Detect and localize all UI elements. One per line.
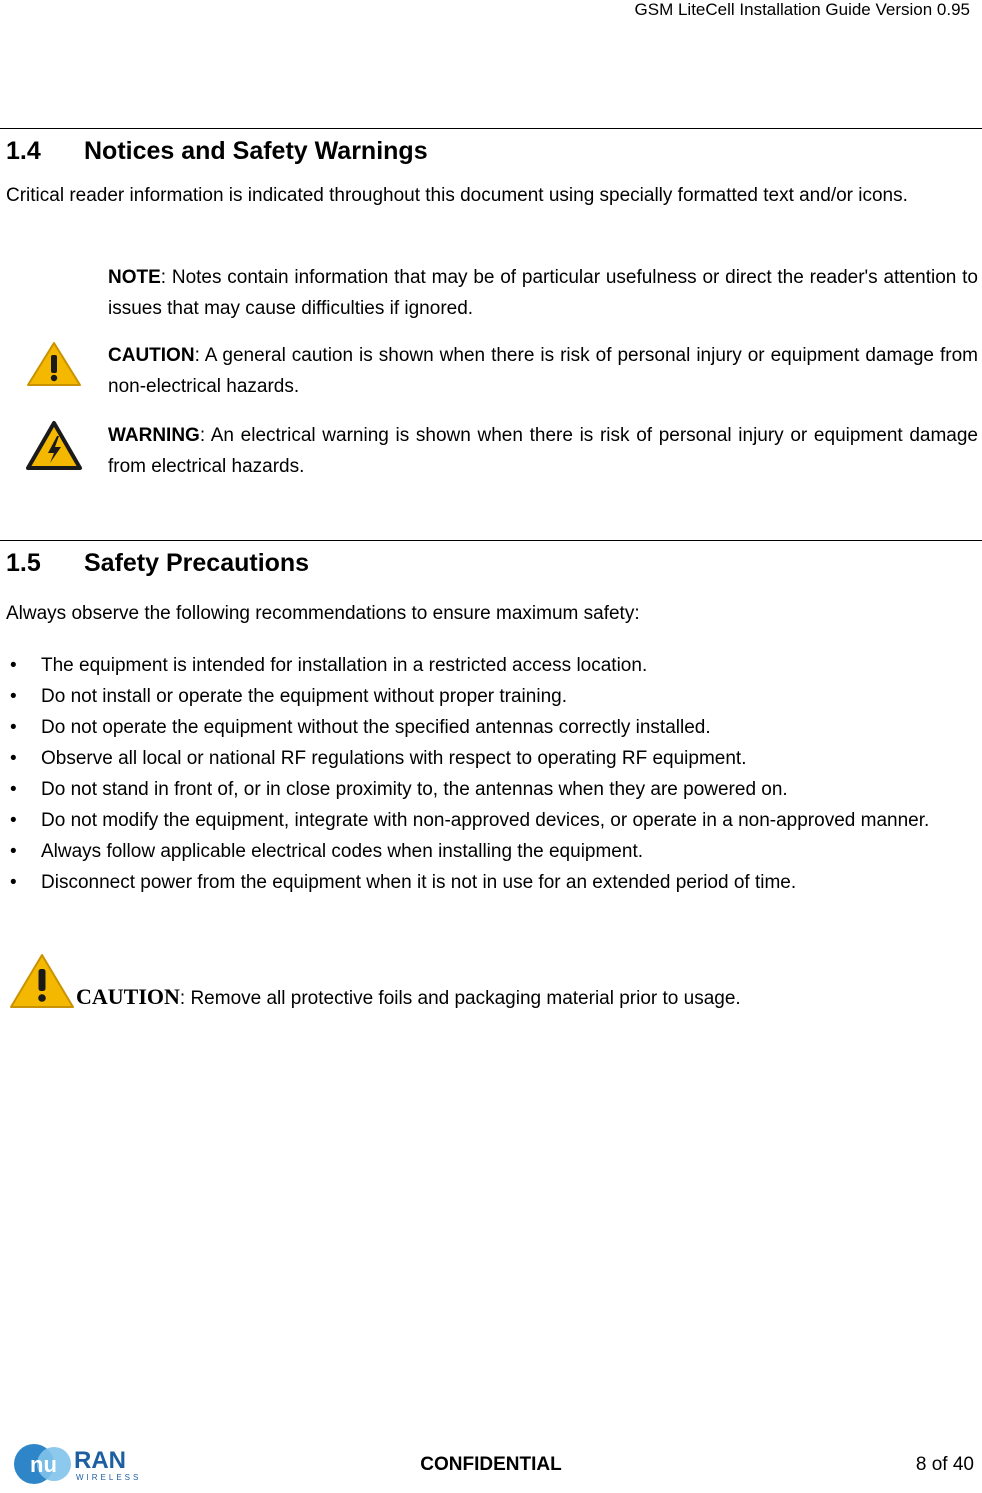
bullet-icon: • (10, 717, 17, 738)
note-icon-spacer (0, 262, 108, 324)
bullet-icon: • (10, 748, 17, 769)
list-item: • Observe all local or national RF regulations with respect to operating RF equipment. (0, 743, 982, 774)
list-item: • Disconnect power from the equipment when it is not in use for an extended period of time. (0, 867, 982, 898)
final-caution-text: : Remove all protective foils and packaging material prior to usage. (179, 988, 741, 1009)
warning-notice (0, 420, 982, 482)
note-text: NOTE: Notes contain information that may be of particular usefulness or direct the reader's attention to issues that may cause difficulties if ignored. (108, 267, 978, 319)
warning-label: WARNING (108, 425, 200, 446)
svg-text:RAN: RAN (74, 1447, 126, 1474)
caution-text: CAUTION: A general caution is shown when there is risk of personal injury or equipment damage from non-electrical hazards. (108, 345, 978, 397)
warning-text: WARNING: An electrical warning is shown when there is risk of personal injury or equipment damage from electrical hazards. (108, 425, 978, 477)
section-number: 1.5 (6, 549, 41, 577)
section-title: Safety Precautions (84, 549, 310, 577)
safety-list (0, 650, 982, 898)
list-item: • Do not modify the equipment, integrate with non-approved devices, or operate in a non-approved manner. (0, 805, 961, 836)
caution-notice (0, 340, 982, 402)
section-intro: Always observe the following recommendations to ensure maximum safety: (6, 603, 640, 624)
final-caution-label: CAUTION (76, 984, 180, 1009)
section-heading (0, 128, 982, 166)
bullet-icon: • (10, 686, 17, 707)
svg-text:nu: nu (30, 1452, 57, 1477)
final-caution-notice (8, 952, 741, 1010)
note-label: NOTE (108, 267, 161, 288)
caution-triangle-icon (0, 340, 108, 402)
section-safety (0, 540, 982, 629)
page-number: 8 of 40 (915, 1454, 974, 1475)
list-item: • The equipment is intended for installation in a restricted access location. (0, 650, 982, 681)
bullet-icon: • (10, 779, 17, 800)
bullet-icon: • (10, 841, 17, 862)
caution-triangle-icon (8, 952, 76, 1010)
list-item: • Do not install or operate the equipment without proper training. (0, 681, 982, 712)
list-item: • Always follow applicable electrical codes when installing the equipment. (0, 836, 982, 867)
bullet-icon: • (10, 872, 17, 893)
confidential-label: CONFIDENTIAL (420, 1454, 562, 1475)
page-footer (0, 1440, 982, 1487)
electrical-warning-icon (0, 420, 108, 482)
page-header: GSM LiteCell Installation Guide Version 0.95 (634, 0, 970, 19)
section-number: 1.4 (6, 137, 41, 165)
bullet-icon: • (10, 655, 17, 676)
list-item: • Do not stand in front of, or in close proximity to, the antennas when they are powered on. (0, 774, 982, 805)
list-item: • Do not operate the equipment without the specified antennas correctly installed. (0, 712, 982, 743)
caution-label: CAUTION (108, 345, 195, 366)
section-intro: Critical reader information is indicated throughout this document using specially formatted text and/or icons. (6, 185, 908, 206)
section-heading (0, 540, 982, 578)
bullet-icon: • (10, 810, 17, 831)
section-notices (0, 128, 982, 211)
svg-text:WIRELESS: WIRELESS (76, 1473, 142, 1482)
note-notice (0, 262, 982, 324)
section-title: Notices and Safety Warnings (84, 137, 428, 165)
